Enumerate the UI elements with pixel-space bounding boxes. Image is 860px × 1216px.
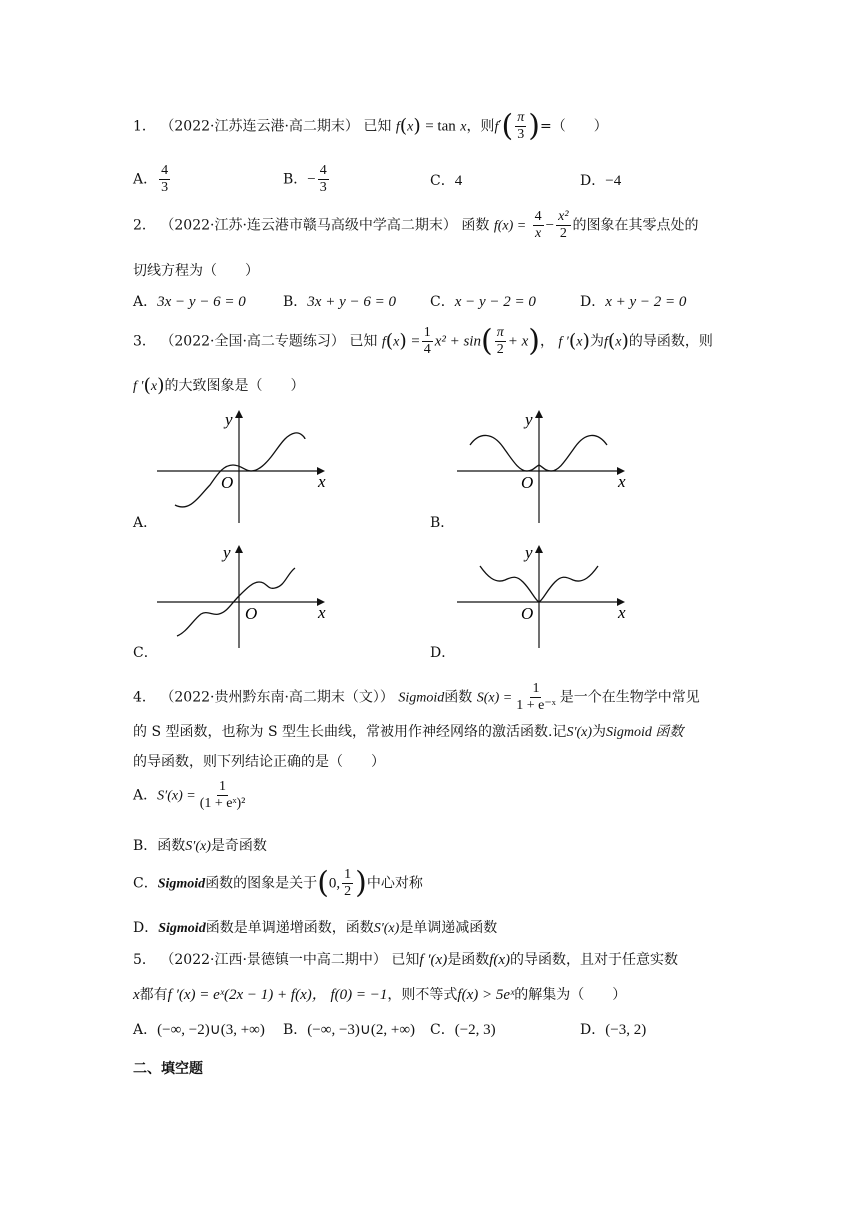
- question-2-stem: 2． （2022·江苏·连云港市赣马高级中学高二期末） 函数 f(x) = $\frac{4}{x}$ − $\frac{\text{x²}}{2}$ 的图象在其零点处的: [133, 209, 699, 241]
- question-source: （2022·江苏·连云港市赣马高级中学高二期末）: [160, 217, 457, 234]
- svg-text:y: y: [525, 543, 533, 562]
- graph-d[interactable]: [455, 540, 635, 650]
- question-source: （2022·江苏连云港·高二期末）: [160, 118, 359, 135]
- question-number: 1．: [133, 118, 156, 135]
- svg-text:y: y: [525, 410, 533, 429]
- svg-text:x: x: [318, 472, 326, 491]
- question-source: （2022·江西·景德镇一中高二期中）: [160, 952, 387, 968]
- svg-text:O: O: [521, 604, 534, 623]
- question-5-stem: 5． （2022·江西·景德镇一中高二期中） 已知f ′(x)是函数f(x)的导函数，且对于任意实数: [133, 952, 679, 968]
- graph-c-label[interactable]: C．: [133, 645, 158, 661]
- q1-option-d[interactable]: D．−4: [580, 173, 622, 189]
- q1-option-c[interactable]: C．4: [430, 173, 463, 189]
- question-number: 5．: [133, 952, 156, 968]
- question-1-stem: 1． （2022·江苏连云港·高二期末） 已知 f(x) = tan x，则f′( $\frac{\pi}{3}$ )=（ ）: [133, 108, 608, 144]
- question-number: 3．: [133, 333, 156, 350]
- svg-text:x: x: [318, 603, 326, 622]
- q1-option-a[interactable]: A． $\frac{4}{3}$: [133, 163, 169, 195]
- question-4-stem-line3: 的导函数，则下列结论正确的是（ ）: [133, 754, 385, 770]
- svg-text:x: x: [618, 603, 626, 622]
- svg-text:y: y: [225, 410, 233, 429]
- svg-text:O: O: [221, 473, 234, 492]
- svg-text:O: O: [521, 473, 534, 492]
- q2-option-b[interactable]: B．3x + y − 6 = 0: [283, 294, 396, 310]
- q5-option-b[interactable]: B．(−∞, −3)∪(2, +∞): [283, 1022, 416, 1038]
- q5-option-a[interactable]: A．(−∞, −2)∪(3, +∞): [133, 1022, 265, 1038]
- question-number: 2．: [133, 217, 156, 234]
- graph-a[interactable]: [155, 405, 335, 527]
- svg-text:O: O: [245, 604, 258, 623]
- graph-b[interactable]: [455, 405, 635, 527]
- q2-option-a[interactable]: A．3x − y − 6 = 0: [133, 294, 246, 310]
- question-3-stem-line2: f ′(x)的大致图象是（ ）: [133, 374, 305, 397]
- section-title: 二、填空题: [133, 1061, 203, 1077]
- graph-d-label[interactable]: D．: [430, 645, 456, 661]
- q2-option-d[interactable]: D．x + y − 2 = 0: [580, 294, 687, 310]
- question-2-stem-line2: 切线方程为（ ）: [133, 263, 259, 279]
- graph-c[interactable]: [155, 540, 335, 650]
- question-5-stem-line2: x都有f ′(x) = eˣ(2x − 1) + f(x)， f(0) = −1，则不等式f(x) > 5eˣ的解集为（ ）: [133, 987, 627, 1003]
- q4-option-c[interactable]: C．Sigmoid函数的图象是关于(0, $\frac{1}{2}$ )中心对称: [133, 865, 423, 901]
- question-4-stem-line2: 的 S 型函数，也称为 S 型生长曲线，常被用作神经网络的激活函数.记S′(x)为Sigmoid 函数: [133, 724, 684, 740]
- question-3-stem: 3． （2022·全国·高二专题练习） 已知 f(x) = $\frac{1}{4}$ x² + sin( $\frac{\pi}{2}$ + x)， f ′(x)为f(x)的导函数，则: [133, 323, 713, 359]
- question-source: （2022·贵州黔东南·高二期末（文））: [160, 689, 394, 706]
- q1-option-b[interactable]: B．− $\frac{4}{3}$: [283, 163, 327, 195]
- svg-text:y: y: [223, 543, 231, 562]
- svg-text:x: x: [618, 472, 626, 491]
- q4-option-a[interactable]: A．S′(x) = $\frac{1}{\text{(1 + eˣ)²}}$: [133, 779, 246, 811]
- question-source: （2022·全国·高二专题练习）: [160, 333, 345, 350]
- question-number: 4．: [133, 689, 156, 706]
- graph-a-label[interactable]: A．: [133, 515, 158, 531]
- q5-option-d[interactable]: D．(−3, 2): [580, 1022, 647, 1038]
- q2-option-c[interactable]: C．x − y − 2 = 0: [430, 294, 536, 310]
- q5-option-c[interactable]: C．(−2, 3): [430, 1022, 496, 1038]
- question-4-stem: 4． （2022·贵州黔东南·高二期末（文）） Sigmoid函数 S(x) = $\frac{1}{\text{1 + e⁻ˣ}}$ 是一个在生物学中常见: [133, 681, 700, 713]
- q4-option-b[interactable]: B．函数S′(x)是奇函数: [133, 838, 267, 854]
- graph-b-label[interactable]: B．: [430, 515, 455, 531]
- q4-option-d[interactable]: D．Sigmoid函数是单调递增函数，函数S′(x)是单调递减函数: [133, 920, 498, 936]
